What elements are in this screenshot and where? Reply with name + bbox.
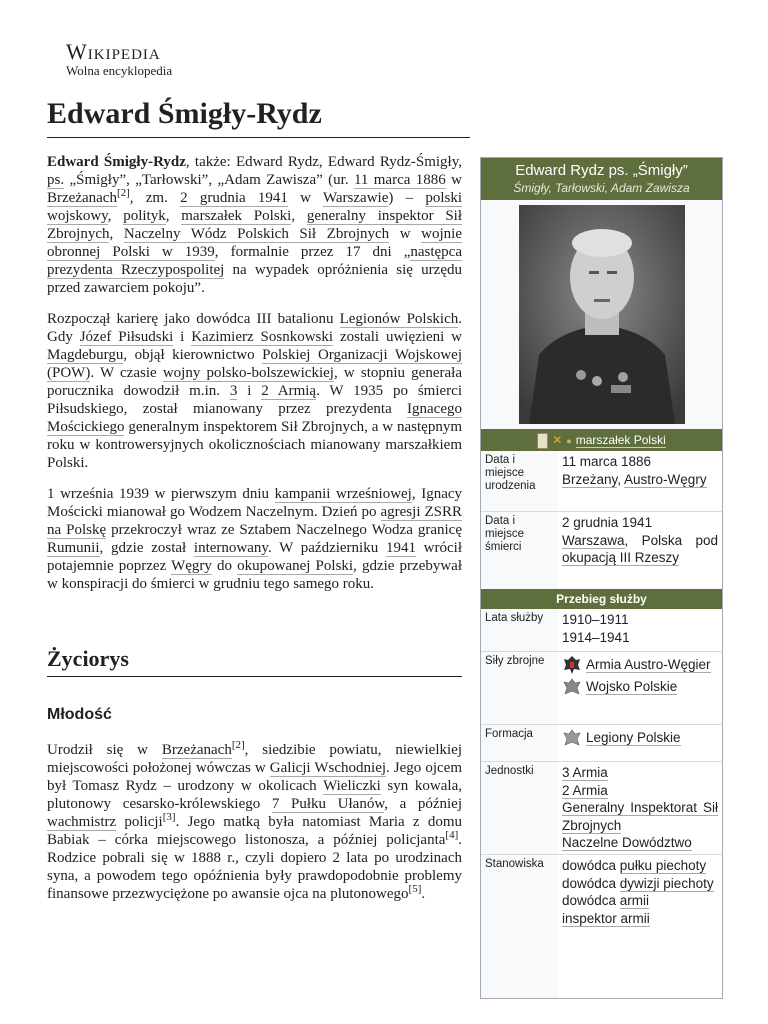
text: . Gdy — [47, 311, 462, 345]
label-formation: Formacja — [481, 725, 557, 761]
link-september-campaign[interactable]: kampanii wrześniowej — [274, 486, 412, 502]
title-divider — [47, 137, 470, 138]
link-2-army[interactable]: 2 Armią — [261, 383, 317, 399]
text: . W czasie — [90, 365, 163, 381]
link-marshal[interactable]: marszałek Polski — [181, 208, 292, 224]
link-hungary[interactable]: Węgry — [171, 558, 212, 574]
text: w — [389, 226, 422, 242]
link-rank-marshal[interactable]: marszałek Polski — [575, 433, 666, 447]
link-brzezany-2[interactable]: Brzeżanach — [161, 742, 232, 758]
value-years — [558, 609, 722, 651]
link-birth-place[interactable]: Brzeżany — [562, 471, 618, 487]
text: wrócił potajemnie poprzez — [47, 540, 462, 574]
link-military[interactable]: polski wojskowy — [47, 190, 463, 224]
link-moscicki[interactable]: Ignacego Mościckiego — [47, 401, 462, 435]
logo-tagline: Wolna encyklopedia — [66, 63, 173, 78]
text: , siedzibie powiatu, niewielkiej miejscowości położonej wówczas w — [47, 742, 462, 776]
text: , Ignacy Mościcki mianował go Wodzem Naczelnym. Dzień po — [47, 486, 463, 520]
subject-name: Edward Śmigły-Rydz — [47, 154, 186, 170]
link-brzezany[interactable]: Brzeżanach — [47, 190, 117, 206]
text: , objął kierownictwo — [123, 347, 263, 363]
value-units — [558, 762, 722, 854]
link-magdeburg[interactable]: Magdeburgu — [47, 347, 124, 363]
value-birth — [558, 451, 722, 511]
label-death: Data i miejsce śmierci — [481, 512, 557, 588]
text: , — [617, 471, 625, 487]
text: ) – — [388, 190, 426, 206]
text: . W październiku — [267, 540, 386, 556]
article-intro — [47, 153, 462, 606]
link-post-regiment[interactable]: pułku piechoty — [619, 858, 707, 873]
text: 1 września 1939 w pierwszym dniu — [47, 486, 275, 502]
section-heading-biography: Życiorys — [47, 646, 129, 671]
logo-wordmark: Wikipedia — [66, 39, 161, 64]
link-austria-hungary[interactable]: Austro-Węgry — [624, 471, 707, 487]
subsection-heading-youth: Młodość — [47, 706, 112, 723]
text: Polska pod — [641, 532, 718, 548]
row-units — [481, 762, 722, 854]
text: zostali uwięzieni w — [333, 329, 462, 345]
link-unit-3-army[interactable]: 3 Armia — [562, 765, 608, 780]
link-interned[interactable]: internowany — [193, 540, 268, 556]
link-7-uhlan-regiment[interactable]: 7 Pułku Ułanów — [271, 796, 385, 812]
label-years: Lata służby — [481, 609, 557, 651]
birth-date: 11 marca 1886 — [562, 454, 652, 469]
rank-insignia-icon — [537, 433, 548, 449]
portrait-image — [519, 205, 685, 424]
polish-eagle-icon — [562, 676, 582, 698]
text: . — [421, 886, 426, 902]
text: , w stopniu generała porucznika dowodził m.in. — [47, 365, 462, 399]
wikipedia-logo[interactable] — [66, 40, 172, 78]
infobox-header — [481, 158, 722, 200]
star-icon: ● — [566, 436, 572, 446]
text: , także: Edward Rydz, Edward Rydz-Śmigły, — [185, 154, 462, 170]
text: , — [624, 532, 642, 548]
link-force-austria-hungary[interactable]: Armia Austro-Węgier — [586, 656, 711, 672]
crossed-batons-icon: ✕ — [552, 433, 563, 447]
link-1941[interactable]: 1941 — [385, 540, 416, 556]
portrait-photo[interactable] — [519, 205, 685, 424]
link-soviet-invasion[interactable]: agresji ZSRR na Polskę — [47, 504, 462, 538]
row-years — [481, 609, 722, 651]
text: , zm. — [129, 190, 181, 206]
link-occupied-poland[interactable]: okupowanej Polski — [237, 558, 354, 574]
ref-3[interactable]: [3] — [162, 811, 176, 823]
text: , a później — [384, 796, 463, 812]
rank-bar — [481, 429, 722, 451]
row-birth — [481, 451, 722, 511]
link-death-date[interactable]: 2 grudnia 1941 — [180, 190, 288, 206]
text: Urodził się w — [47, 742, 162, 758]
text: dowódca — [562, 875, 620, 891]
value-death — [558, 512, 722, 588]
link-wieliczka[interactable]: Wieliczki — [323, 778, 381, 794]
text: , — [107, 208, 124, 224]
text: Rozpoczął karierę jako dowódca III batalionu — [47, 311, 340, 327]
ref-2[interactable]: [2] — [116, 187, 130, 199]
link-post-army-inspector[interactable]: inspektor armii — [562, 910, 650, 926]
text: w — [445, 172, 462, 188]
text: i — [237, 383, 262, 399]
text: policji — [116, 814, 163, 830]
link-politician[interactable]: polityk — [123, 208, 166, 224]
link-warsaw[interactable]: Warszawie — [322, 190, 389, 206]
link-eastern-galicia[interactable]: Galicji Wschodniej — [269, 760, 387, 776]
text: , gdzie przebywał w konspiracji do śmierci w grudniu tego samego roku. — [47, 558, 463, 592]
row-formation — [481, 725, 722, 761]
text: dowódca — [562, 893, 620, 908]
link-birth-date[interactable]: 11 marca 1886 — [353, 172, 446, 188]
link-commander-in-chief[interactable]: Naczelny Wódz Polskich Sił Zbrojnych — [123, 226, 390, 242]
text: „Śmigły”, „Tarłowski”, „Adam Zawisza” (ur. — [64, 172, 354, 188]
link-sosnkowski[interactable]: Kazimierz Sosnkowski — [191, 329, 334, 345]
ref-4[interactable]: [4] — [445, 829, 459, 841]
text: w — [287, 190, 323, 206]
label-forces: Siły zbrojne — [481, 652, 557, 724]
text: , — [291, 208, 307, 224]
text: dowódca — [562, 858, 620, 873]
intro-paragraph-2 — [47, 310, 462, 472]
row-posts — [481, 855, 722, 998]
value-posts — [558, 855, 722, 998]
link-polish-soviet-war[interactable]: wojny polsko-bolszewickiej — [162, 365, 334, 381]
years-1: 1910–1911 — [562, 612, 629, 627]
label-units: Jednostki — [481, 762, 557, 854]
row-death — [481, 512, 722, 588]
section-divider — [47, 676, 462, 677]
text: , — [109, 226, 124, 242]
text: , — [165, 208, 182, 224]
text: , gdzie został — [99, 540, 194, 556]
label-posts: Stanowiska — [481, 855, 557, 998]
legions-eagle-icon — [562, 727, 582, 749]
link-death-place[interactable]: Warszawa — [562, 532, 625, 548]
text: . Jego ojcem był Tomasz Rydz – urodzony w okolicach — [47, 760, 462, 794]
page-title: Edward Śmigły-Rydz — [47, 97, 322, 130]
link-defensive-war[interactable]: wojnie obronnej Polski w 1939 — [47, 226, 462, 260]
value-forces — [558, 652, 722, 724]
link-force-polish-army[interactable]: Wojsko Polskie — [586, 678, 678, 694]
link-general-inspector[interactable]: generalny inspektor Sił Zbrojnych — [47, 208, 463, 242]
austria-hungary-coat-of-arms-icon — [562, 654, 582, 676]
infobox-aliases: Śmigły, Tarłowski, Adam Zawisza — [513, 181, 690, 195]
text: i — [173, 329, 192, 345]
text: , formalnie przez 17 dni „ — [214, 244, 411, 260]
years-2: 1914–1941 — [562, 629, 630, 645]
link-3-army[interactable]: 3 — [229, 383, 238, 399]
ref-2b[interactable]: [2] — [231, 739, 245, 751]
link-post-army[interactable]: armii — [619, 893, 650, 908]
text: przekroczył wraz ze Sztabem Naczelnego Wodza granicę — [106, 522, 462, 538]
text: . W 1935 po śmierci Piłsudskiego, został mianowany przez prezydenta — [47, 383, 462, 417]
link-wachmistrz[interactable]: wachmistrz — [47, 814, 117, 830]
link-romania[interactable]: Rumunii — [47, 540, 100, 556]
text: do — [211, 558, 238, 574]
infobox-name: Edward Rydz ps. „Śmigły” — [515, 162, 688, 179]
service-header: Przebieg służby — [481, 589, 722, 609]
link-legions[interactable]: Legionów Polskich — [339, 311, 459, 327]
ref-5[interactable]: [5] — [408, 883, 422, 895]
death-date: 2 grudnia 1941 — [562, 515, 653, 530]
youth-paragraph — [47, 741, 462, 903]
text: generalnym inspektorem Sił Zbrojnych, a w następnym roku w kontrowersyjnych okolicznościach mianowany marszałkiem Polski. — [47, 419, 462, 471]
label-birth: Data i miejsce urodzenia — [481, 451, 557, 511]
text: na wypadek opróżnienia się urzędu przed zawarciem pokoju”. — [47, 262, 462, 296]
text: syn kowala, plutonowy cesarsko-królewskiego — [47, 778, 462, 812]
intro-paragraph-1 — [47, 153, 462, 297]
intro-paragraph-3 — [47, 485, 462, 593]
link-pilsudski[interactable]: Józef Piłsudski — [79, 329, 174, 345]
link-unit-high-command[interactable]: Naczelne Dowództwo — [562, 835, 692, 850]
link-post-division[interactable]: dywizji piechoty — [619, 875, 714, 891]
link-unit-gisz[interactable]: Generalny Inspektorat Sił Zbrojnych — [562, 800, 718, 833]
link-pow[interactable]: Polskiej Organizacji Wojskowej (POW) — [47, 347, 462, 381]
link-occupation[interactable]: okupacją III Rzeszy — [562, 550, 680, 565]
link-unit-2-army[interactable]: 2 Armia — [562, 782, 608, 798]
link-pseudonym[interactable]: ps. — [47, 172, 65, 188]
infobox — [480, 157, 723, 999]
text: . Jego matką była natomiast Maria z domu Babiak – córka miejscowego listonosza, a później policjanta — [47, 814, 463, 848]
text: . Rodzice pobrali się w 1888 r., czyli dopiero 2 lata po urodzinach syna, a powodem tego opóźnienia były prawdopodobnie problemy finansowe przezwyciężone po awansie ojca na plutonowego — [47, 832, 462, 902]
link-polish-legions[interactable]: Legiony Polskie — [586, 730, 681, 745]
value-formation — [558, 725, 722, 761]
link-successor[interactable]: następca prezydenta Rzeczypospolitej — [47, 244, 462, 278]
row-forces — [481, 652, 722, 724]
